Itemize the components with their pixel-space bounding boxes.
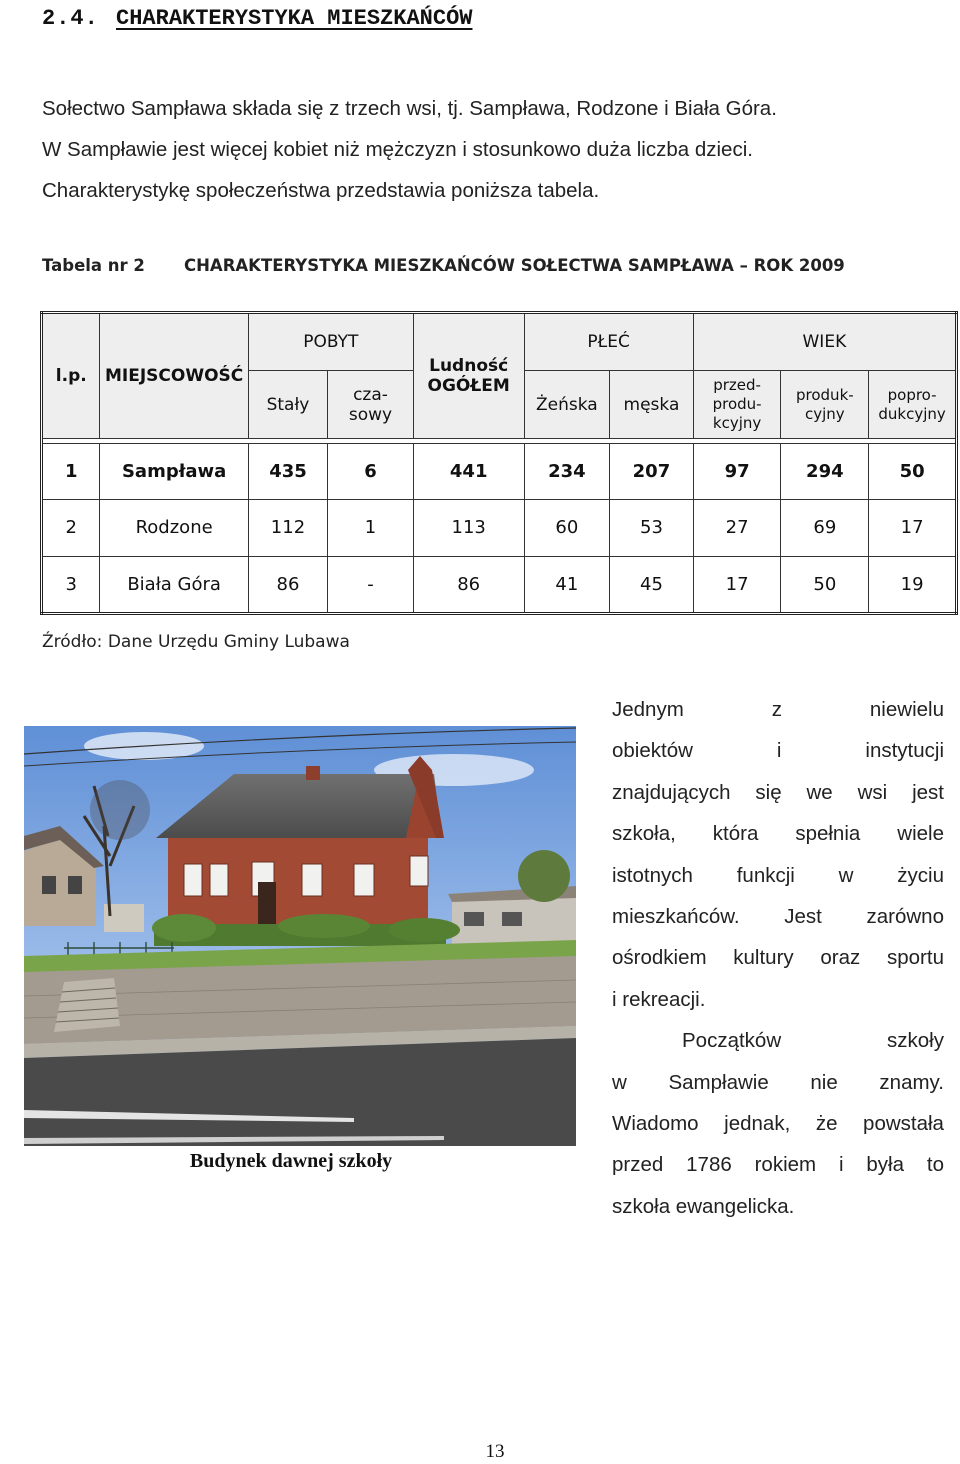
- table-row: [42, 500, 957, 556]
- cell-meska: 207: [610, 443, 694, 499]
- word: nie: [810, 1070, 838, 1094]
- school-description: [612, 689, 944, 1227]
- header-przed-line: produ-: [712, 395, 762, 414]
- cell-czasowy: 6: [328, 443, 414, 499]
- text-line: [612, 1144, 944, 1185]
- header-czasowy-line: sowy: [348, 404, 393, 425]
- word: Sampławie: [668, 1070, 769, 1094]
- text-line: [612, 772, 944, 813]
- word: wiele: [897, 822, 944, 846]
- text-line: [612, 1062, 944, 1103]
- cell-staly: 435: [248, 443, 327, 499]
- word: Jest: [784, 905, 822, 929]
- table-source: Źródło: Dane Urzędu Gminy Lubawa: [42, 632, 350, 652]
- header-czasowy: [328, 371, 414, 438]
- cell-lp: 3: [42, 556, 100, 613]
- text-line: [612, 1020, 944, 1061]
- header-czasowy-line: cza-: [353, 384, 388, 405]
- word: i: [776, 739, 782, 763]
- cell-total: 86: [413, 556, 524, 613]
- text-line: [612, 1103, 944, 1144]
- intro-line: Charakterystykę społeczeństwa przedstawia poniższa tabela.: [42, 179, 600, 202]
- word: spełnia: [795, 822, 861, 846]
- text-line: [612, 813, 944, 854]
- word: która: [712, 822, 759, 846]
- word: ośrodkiem: [612, 946, 707, 970]
- cell-meska: 45: [610, 556, 694, 613]
- word: Początków: [682, 1029, 782, 1053]
- header-przed-line: kcyjny: [712, 414, 762, 433]
- word: oraz: [820, 946, 861, 970]
- cell-poprod: 17: [869, 500, 957, 556]
- intro-line: Sołectwo Sampława składa się z trzech wsi, tj. Sampława, Rodzone i Biała Góra.: [42, 97, 777, 120]
- cell-total: 113: [413, 500, 524, 556]
- header-total-line: Ludność: [429, 355, 509, 376]
- text-line: [612, 730, 944, 771]
- header-poprod-line: popro-: [887, 385, 937, 404]
- word: jest: [912, 780, 944, 804]
- header-plec: PŁEĆ: [524, 313, 693, 371]
- word: i rekreacji.: [612, 987, 706, 1011]
- header-zenska: Żeńska: [524, 371, 610, 438]
- section-number: 2.4.: [42, 6, 99, 31]
- cell-zenska: 234: [524, 443, 610, 499]
- header-total: [413, 313, 524, 439]
- photo-caption: Budynek dawnej szkoły: [189, 1150, 393, 1172]
- word: instytucji: [865, 739, 944, 763]
- word: kultury: [733, 946, 794, 970]
- text-line: [612, 979, 944, 1020]
- cell-przed: 17: [693, 556, 781, 613]
- word: w: [612, 1070, 627, 1094]
- word: mieszkańców.: [612, 905, 740, 929]
- word: funkcji: [736, 863, 795, 887]
- text-line: [612, 1186, 944, 1227]
- cell-prod: 50: [781, 556, 869, 613]
- header-wiek: WIEK: [693, 313, 956, 371]
- header-przed-line: przed-: [713, 376, 761, 395]
- header-meska: męska: [610, 371, 694, 438]
- cell-staly: 86: [248, 556, 327, 613]
- text-line: [612, 855, 944, 896]
- table-title: CHARAKTERYSTYKA MIESZKAŃCÓW SOŁECTWA SAMPŁAWA – ROK 2009: [184, 256, 845, 275]
- cell-prod: 69: [781, 500, 869, 556]
- section-heading: [42, 6, 472, 31]
- text-line: [612, 937, 944, 978]
- word: szkoła ewangelicka.: [612, 1194, 795, 1218]
- table-caption: [42, 256, 942, 275]
- table-row: [42, 556, 957, 613]
- cell-prod: 294: [781, 443, 869, 499]
- text-line: [612, 896, 944, 937]
- word: to: [926, 1153, 944, 1177]
- cell-przed: 97: [693, 443, 781, 499]
- cell-poprod: 50: [869, 443, 957, 499]
- cell-zenska: 41: [524, 556, 610, 613]
- residents-table: [40, 311, 958, 615]
- word: w: [838, 863, 854, 887]
- word: była: [866, 1153, 905, 1177]
- header-poprodukcyjny: [869, 371, 957, 438]
- word: wsi: [857, 780, 888, 804]
- cell-staly: 112: [248, 500, 327, 556]
- cell-czasowy: -: [328, 556, 414, 613]
- text-line: [612, 689, 944, 730]
- section-title: CHARAKTERYSTYKA MIESZKAŃCÓW: [116, 6, 473, 31]
- word: jednak,: [724, 1112, 791, 1136]
- word: zarówno: [866, 905, 944, 929]
- word: Jednym: [612, 698, 684, 721]
- cell-place: Sampława: [100, 443, 248, 499]
- word: szkoła,: [612, 822, 676, 846]
- word: istotnych: [612, 863, 693, 887]
- word: we: [806, 780, 833, 804]
- header-produkcyjny: [781, 371, 869, 438]
- word: że: [815, 1112, 838, 1136]
- header-lp: l.p.: [42, 313, 100, 439]
- cell-total: 441: [413, 443, 524, 499]
- word: niewielu: [869, 698, 944, 721]
- header-poprod-line: dukcyjny: [878, 404, 946, 423]
- word: życiu: [897, 863, 944, 887]
- cell-place: Biała Góra: [100, 556, 248, 613]
- cell-lp: 1: [42, 443, 100, 499]
- word: powstała: [863, 1112, 944, 1136]
- word: obiektów: [612, 739, 693, 763]
- word: przed: [612, 1153, 664, 1177]
- word: Wiadomo: [612, 1112, 699, 1136]
- header-przedprodukcyjny: [693, 371, 781, 438]
- word: sportu: [887, 946, 944, 970]
- cell-lp: 2: [42, 500, 100, 556]
- intro-paragraph: [42, 88, 942, 211]
- cell-przed: 27: [693, 500, 781, 556]
- intro-line: W Sampławie jest więcej kobiet niż mężczyzn i stosunkowo duża liczba dzieci.: [42, 138, 753, 161]
- cell-poprod: 19: [869, 556, 957, 613]
- header-prod-line: cyjny: [804, 404, 845, 423]
- word: rokiem: [754, 1153, 817, 1177]
- header-pobyt: POBYT: [248, 313, 413, 371]
- word: znamy.: [879, 1070, 944, 1094]
- header-total-line: OGÓŁEM: [427, 375, 510, 396]
- school-building-photo: [24, 726, 576, 1146]
- page-number: 13: [485, 1441, 505, 1462]
- cell-place: Rodzone: [100, 500, 248, 556]
- cell-zenska: 60: [524, 500, 610, 556]
- cell-czasowy: 1: [328, 500, 414, 556]
- word: się: [755, 780, 782, 804]
- word: z: [771, 698, 782, 721]
- table-row: [42, 443, 957, 499]
- word: znajdujących: [612, 780, 731, 804]
- word: 1786: [686, 1153, 732, 1177]
- header-staly: Stały: [248, 371, 327, 438]
- word: szkoły: [887, 1029, 944, 1053]
- word: i: [838, 1153, 844, 1177]
- header-place: MIEJSCOWOŚĆ: [100, 313, 248, 439]
- cell-meska: 53: [610, 500, 694, 556]
- header-prod-line: produk-: [796, 385, 854, 404]
- table-number: Tabela nr 2: [42, 256, 145, 275]
